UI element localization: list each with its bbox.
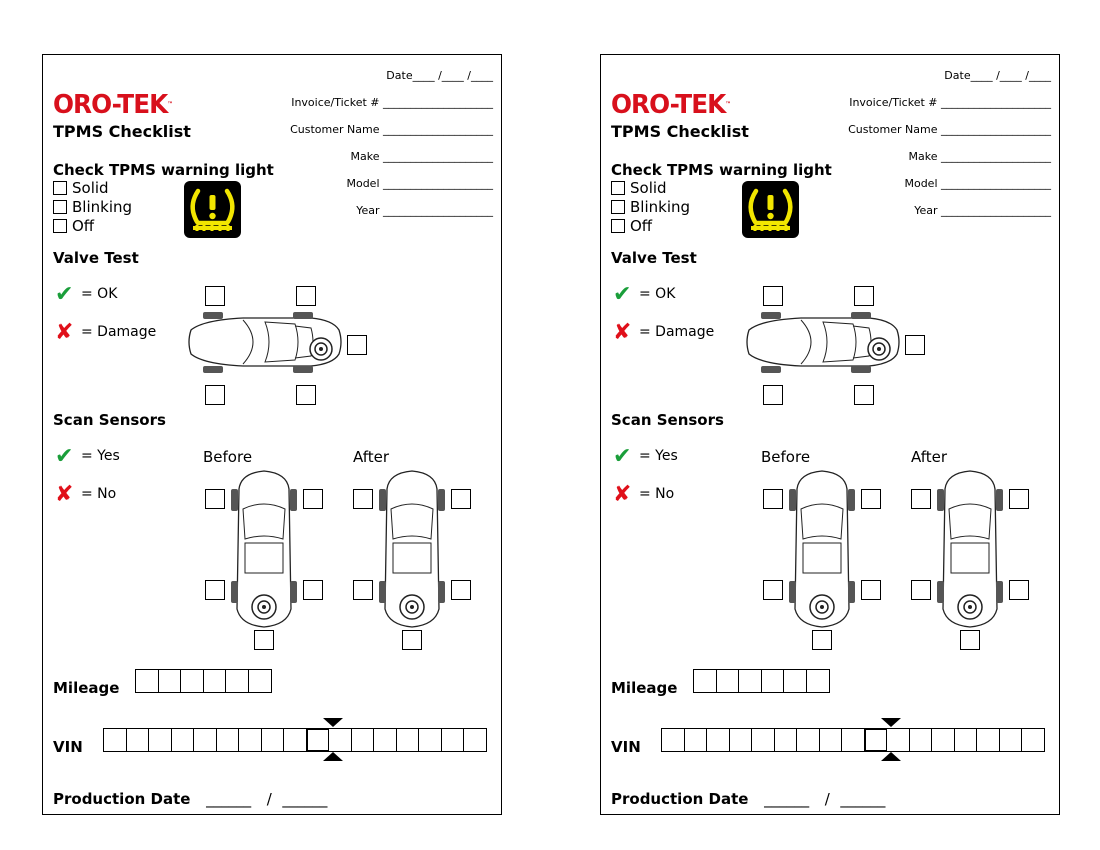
vin-digit-cell[interactable] <box>909 728 933 752</box>
after-front-right-box[interactable] <box>451 489 471 509</box>
form-title: TPMS Checklist <box>611 122 749 141</box>
after-front-right-box[interactable] <box>1009 489 1029 509</box>
vin-digit-cell[interactable] <box>418 728 442 752</box>
vin-label: VIN <box>53 738 83 756</box>
option-blinking-label: Blinking <box>630 198 691 216</box>
vin-digit-cell[interactable] <box>999 728 1023 752</box>
valve-rear-left-box[interactable] <box>296 286 316 306</box>
car-top-view-after-icon <box>935 469 1005 629</box>
tpms-warning-icon <box>184 181 241 238</box>
customer-name-field[interactable]: Customer Name ____________________ <box>290 123 493 136</box>
before-rear-right-box[interactable] <box>861 580 881 600</box>
production-date-label: Production Date <box>53 790 191 808</box>
vin-digit-cell[interactable] <box>148 728 172 752</box>
vin-digit-cell[interactable] <box>819 728 843 752</box>
legend-ok <box>613 282 676 307</box>
trademark-mark: ™ <box>167 101 173 108</box>
legend-no <box>55 482 117 507</box>
car-side-view-icon <box>183 302 343 382</box>
legend-yes <box>613 444 678 469</box>
model-field[interactable]: Model ____________________ <box>904 177 1051 190</box>
option-solid-label: Solid <box>72 179 109 197</box>
invoice-field[interactable]: Invoice/Ticket # ____________________ <box>849 96 1051 109</box>
off-checkbox[interactable] <box>53 219 67 233</box>
warning-light-heading: Check TPMS warning light <box>53 161 274 179</box>
valve-front-left-box[interactable] <box>763 286 783 306</box>
valve-front-right-box[interactable] <box>205 385 225 405</box>
production-date-field[interactable] <box>611 790 885 808</box>
vin-marker-top-icon <box>881 718 901 728</box>
vin-input[interactable] <box>103 728 486 752</box>
vin-digit-cell[interactable] <box>661 728 685 752</box>
before-front-right-box[interactable] <box>303 489 323 509</box>
car-top-view-before-icon <box>229 469 299 629</box>
vin-digit-cell[interactable] <box>864 728 888 752</box>
valve-front-right-box[interactable] <box>763 385 783 405</box>
option-off[interactable] <box>611 217 652 236</box>
valve-test-heading: Valve Test <box>53 249 139 267</box>
car-top-view-after-icon <box>377 469 447 629</box>
scan-sensors-heading: Scan Sensors <box>53 411 166 429</box>
after-spare-box[interactable] <box>402 630 422 650</box>
off-checkbox[interactable] <box>611 219 625 233</box>
trademark-mark: ™ <box>725 101 731 108</box>
before-front-right-box[interactable] <box>861 489 881 509</box>
tpms-warning-icon <box>742 181 799 238</box>
mileage-digit-cell[interactable] <box>716 669 740 693</box>
mileage-digit-cell[interactable] <box>693 669 717 693</box>
legend-ok-label: = OK <box>639 286 676 302</box>
valve-rear-right-box[interactable] <box>854 385 874 405</box>
mileage-label: Mileage <box>611 679 678 697</box>
after-rear-left-box[interactable] <box>353 580 373 600</box>
legend-yes-label: = Yes <box>639 448 678 464</box>
vin-digit-cell[interactable] <box>373 728 397 752</box>
before-spare-box[interactable] <box>812 630 832 650</box>
mileage-digit-cell[interactable] <box>135 669 159 693</box>
vin-digit-cell[interactable] <box>396 728 420 752</box>
vin-digit-cell[interactable] <box>171 728 195 752</box>
mileage-digit-cell[interactable] <box>806 669 830 693</box>
option-solid-label: Solid <box>630 179 667 197</box>
tpms-checklist-form-2 <box>600 54 1060 815</box>
vin-digit-cell[interactable] <box>976 728 1000 752</box>
legend-damage <box>613 320 715 345</box>
oro-tek-logo <box>53 90 172 120</box>
mileage-digit-cell[interactable] <box>203 669 227 693</box>
vin-digit-cell[interactable] <box>193 728 217 752</box>
production-date-field[interactable] <box>53 790 327 808</box>
date-field[interactable]: Date____ /____ /____ <box>386 69 493 82</box>
cross-icon: ✘ <box>55 320 74 345</box>
vin-digit-cell[interactable] <box>886 728 910 752</box>
legend-no-label: = No <box>81 486 117 502</box>
valve-front-left-box[interactable] <box>205 286 225 306</box>
option-off[interactable] <box>53 217 94 236</box>
production-date-blank-1[interactable]: ______ <box>206 790 252 808</box>
legend-yes-label: = Yes <box>81 448 120 464</box>
legend-ok <box>55 282 118 307</box>
production-date-blank-2[interactable]: ______ <box>840 790 886 808</box>
valve-rear-right-box[interactable] <box>296 385 316 405</box>
car-top-view-before-icon <box>787 469 857 629</box>
scan-sensors-heading: Scan Sensors <box>611 411 724 429</box>
vin-digit-cell[interactable] <box>261 728 285 752</box>
option-blinking[interactable] <box>53 198 132 217</box>
legend-damage-label: = Damage <box>639 324 715 340</box>
legend-ok-label: = OK <box>81 286 118 302</box>
date-field[interactable]: Date____ /____ /____ <box>944 69 1051 82</box>
vin-digit-cell[interactable] <box>729 728 753 752</box>
year-field[interactable]: Year ____________________ <box>914 204 1051 217</box>
model-field[interactable]: Model ____________________ <box>346 177 493 190</box>
invoice-field[interactable]: Invoice/Ticket # ____________________ <box>291 96 493 109</box>
solid-checkbox[interactable] <box>611 181 625 195</box>
mileage-input[interactable] <box>135 669 270 693</box>
mileage-digit-cell[interactable] <box>158 669 182 693</box>
vin-digit-cell[interactable] <box>351 728 375 752</box>
check-icon: ✔ <box>613 282 632 307</box>
mileage-digit-cell[interactable] <box>783 669 807 693</box>
legend-no <box>613 482 675 507</box>
cross-icon: ✘ <box>613 482 632 507</box>
vin-digit-cell[interactable] <box>306 728 330 752</box>
warning-light-heading: Check TPMS warning light <box>611 161 832 179</box>
before-spare-box[interactable] <box>254 630 274 650</box>
valve-rear-left-box[interactable] <box>854 286 874 306</box>
vin-digit-cell[interactable] <box>796 728 820 752</box>
vin-input[interactable] <box>661 728 1044 752</box>
vin-digit-cell[interactable] <box>328 728 352 752</box>
vin-digit-cell[interactable] <box>841 728 865 752</box>
vin-digit-cell[interactable] <box>441 728 465 752</box>
vin-digit-cell[interactable] <box>238 728 262 752</box>
mileage-digit-cell[interactable] <box>248 669 272 693</box>
before-rear-left-box[interactable] <box>205 580 225 600</box>
legend-damage-label: = Damage <box>81 324 157 340</box>
solid-checkbox[interactable] <box>53 181 67 195</box>
option-off-label: Off <box>72 217 95 235</box>
form-title: TPMS Checklist <box>53 122 191 141</box>
blinking-checkbox[interactable] <box>611 200 625 214</box>
legend-damage <box>55 320 157 345</box>
tpms-checklist-form-1 <box>42 54 502 815</box>
before-front-left-box[interactable] <box>205 489 225 509</box>
legend-no-label: = No <box>639 486 675 502</box>
mileage-digit-cell[interactable] <box>761 669 785 693</box>
check-icon: ✔ <box>613 444 632 469</box>
option-off-label: Off <box>630 217 653 235</box>
vin-label: VIN <box>611 738 641 756</box>
make-field[interactable]: Make ____________________ <box>350 150 493 163</box>
after-front-left-box[interactable] <box>911 489 931 509</box>
production-date-slash: / <box>824 790 830 808</box>
after-label: After <box>353 448 390 466</box>
vin-digit-cell[interactable] <box>774 728 798 752</box>
before-rear-right-box[interactable] <box>303 580 323 600</box>
vin-digit-cell[interactable] <box>706 728 730 752</box>
year-field[interactable]: Year ____________________ <box>356 204 493 217</box>
mileage-digit-cell[interactable] <box>180 669 204 693</box>
mileage-input[interactable] <box>693 669 828 693</box>
option-solid[interactable] <box>53 179 109 198</box>
option-solid[interactable] <box>611 179 667 198</box>
check-icon: ✔ <box>55 282 74 307</box>
vin-digit-cell[interactable] <box>103 728 127 752</box>
valve-test-heading: Valve Test <box>611 249 697 267</box>
vin-digit-cell[interactable] <box>931 728 955 752</box>
vin-marker-bottom-icon <box>881 752 901 762</box>
logo-text: ORO-TEK <box>53 90 168 120</box>
vin-digit-cell[interactable] <box>216 728 240 752</box>
mileage-label: Mileage <box>53 679 120 697</box>
after-rear-right-box[interactable] <box>451 580 471 600</box>
after-rear-left-box[interactable] <box>911 580 931 600</box>
vin-marker-bottom-icon <box>323 752 343 762</box>
customer-name-field[interactable]: Customer Name ____________________ <box>848 123 1051 136</box>
production-date-label: Production Date <box>611 790 749 808</box>
before-front-left-box[interactable] <box>763 489 783 509</box>
vin-digit-cell[interactable] <box>1021 728 1045 752</box>
vin-digit-cell[interactable] <box>954 728 978 752</box>
production-date-blank-1[interactable]: ______ <box>764 790 810 808</box>
before-label: Before <box>761 448 811 466</box>
legend-yes <box>55 444 120 469</box>
cross-icon: ✘ <box>613 320 632 345</box>
before-rear-left-box[interactable] <box>763 580 783 600</box>
check-icon: ✔ <box>55 444 74 469</box>
mileage-digit-cell[interactable] <box>738 669 762 693</box>
before-label: Before <box>203 448 253 466</box>
after-label: After <box>911 448 948 466</box>
vin-digit-cell[interactable] <box>751 728 775 752</box>
valve-spare-box[interactable] <box>905 335 925 355</box>
logo-text: ORO-TEK <box>611 90 726 120</box>
option-blinking-label: Blinking <box>72 198 133 216</box>
vin-digit-cell[interactable] <box>463 728 487 752</box>
vin-marker-top-icon <box>323 718 343 728</box>
make-field[interactable]: Make ____________________ <box>908 150 1051 163</box>
car-side-view-icon <box>741 302 901 382</box>
blinking-checkbox[interactable] <box>53 200 67 214</box>
production-date-slash: / <box>266 790 272 808</box>
valve-spare-box[interactable] <box>347 335 367 355</box>
after-rear-right-box[interactable] <box>1009 580 1029 600</box>
vin-digit-cell[interactable] <box>126 728 150 752</box>
after-front-left-box[interactable] <box>353 489 373 509</box>
cross-icon: ✘ <box>55 482 74 507</box>
after-spare-box[interactable] <box>960 630 980 650</box>
oro-tek-logo <box>611 90 730 120</box>
option-blinking[interactable] <box>611 198 690 217</box>
production-date-blank-2[interactable]: ______ <box>282 790 328 808</box>
vin-digit-cell[interactable] <box>283 728 307 752</box>
vin-digit-cell[interactable] <box>684 728 708 752</box>
mileage-digit-cell[interactable] <box>225 669 249 693</box>
